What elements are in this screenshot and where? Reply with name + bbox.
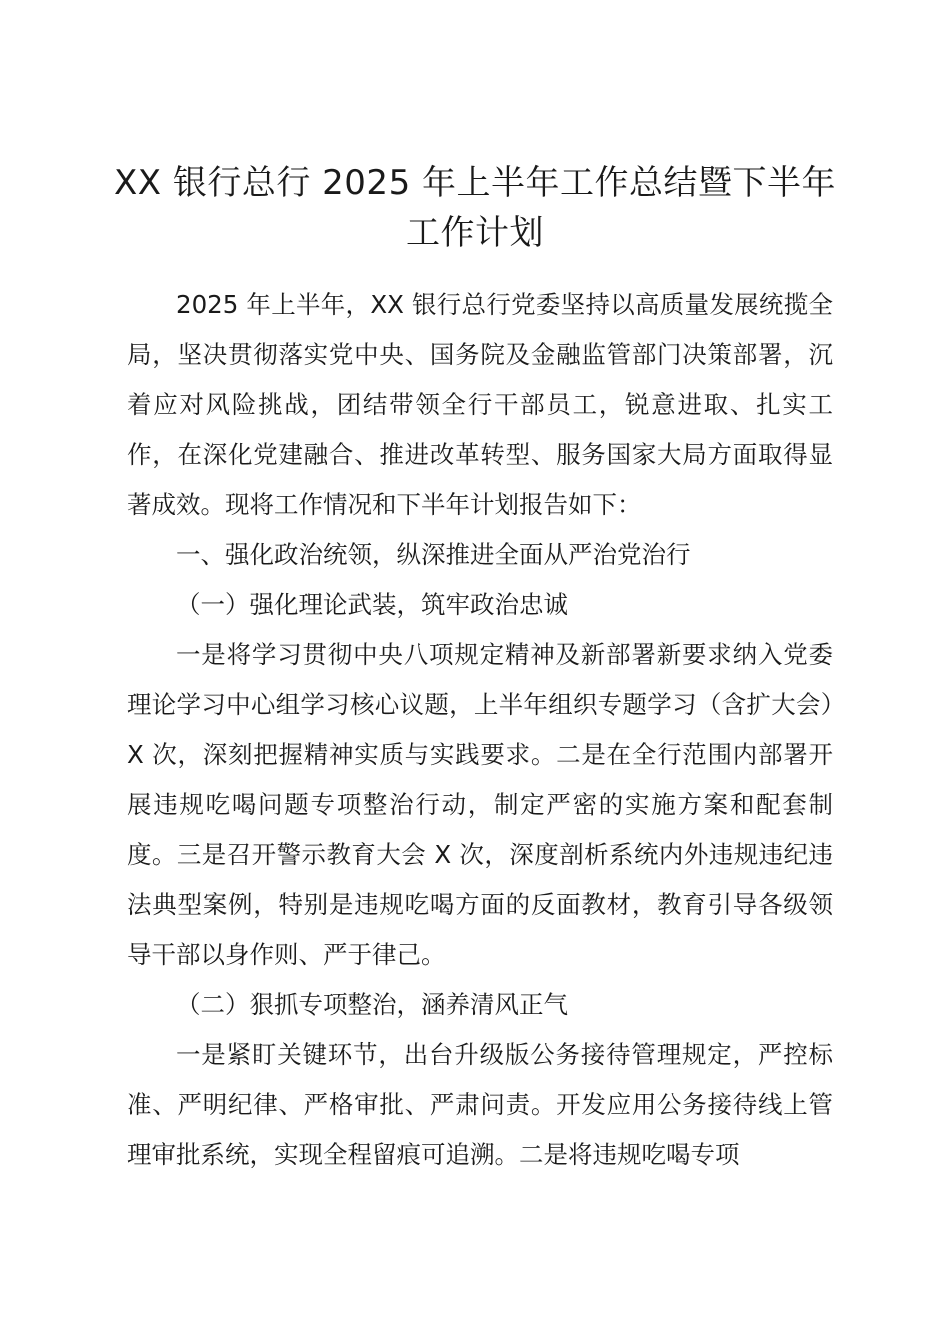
subsection-1-paragraph: 一是将学习贯彻中央八项规定精神及新部署新要求纳入党委理论学习中心组学习核心议题，上半年组织专题学习（含扩大会）X 次，深刻把握精神实质与实践要求。二是在全行范围内部署开展违规吃喝问题专项整治行动，制定严密的实施方案和配套制度。三是召开警示教育大会 X 次，深度剖析系统内外违规违纪违法典型案例，特别是违规吃喝方面的反面教材，教育引导各级领导干部以身作则、严于律己。 (127, 640, 833, 969)
subsection-1-heading: （一）强化理论武装，筑牢政治忠诚 (176, 590, 568, 619)
document-title: XX 银行总行 2025 年上半年工作总结暨下半年工作计划 (113, 163, 837, 253)
subsection-2-paragraph: 一是紧盯关键环节，出台升级版公务接待管理规定，严控标准、严明纪律、严格审批、严肃问责。开发应用公务接待线上管理审批系统，实现全程留痕可追溯。二是将违规吃喝专项 (127, 1040, 833, 1169)
section-1-heading: 一、强化政治统领，纵深推进全面从严治党治行 (176, 540, 691, 569)
intro-paragraph: 2025 年上半年，XX 银行总行党委坚持以高质量发展统揽全局，坚决贯彻落实党中央、国务院及金融监管部门决策部署，沉着应对风险挑战，团结带领全行干部员工，锐意进取、扎实工作，在深化党建融合、推进改革转型、服务国家大局方面取得显著成效。现将工作情况和下半年计划报告如下： (127, 290, 833, 519)
document-body (127, 280, 833, 1180)
subsection-2-heading: （二）狠抓专项整治，涵养清风正气 (176, 990, 568, 1019)
